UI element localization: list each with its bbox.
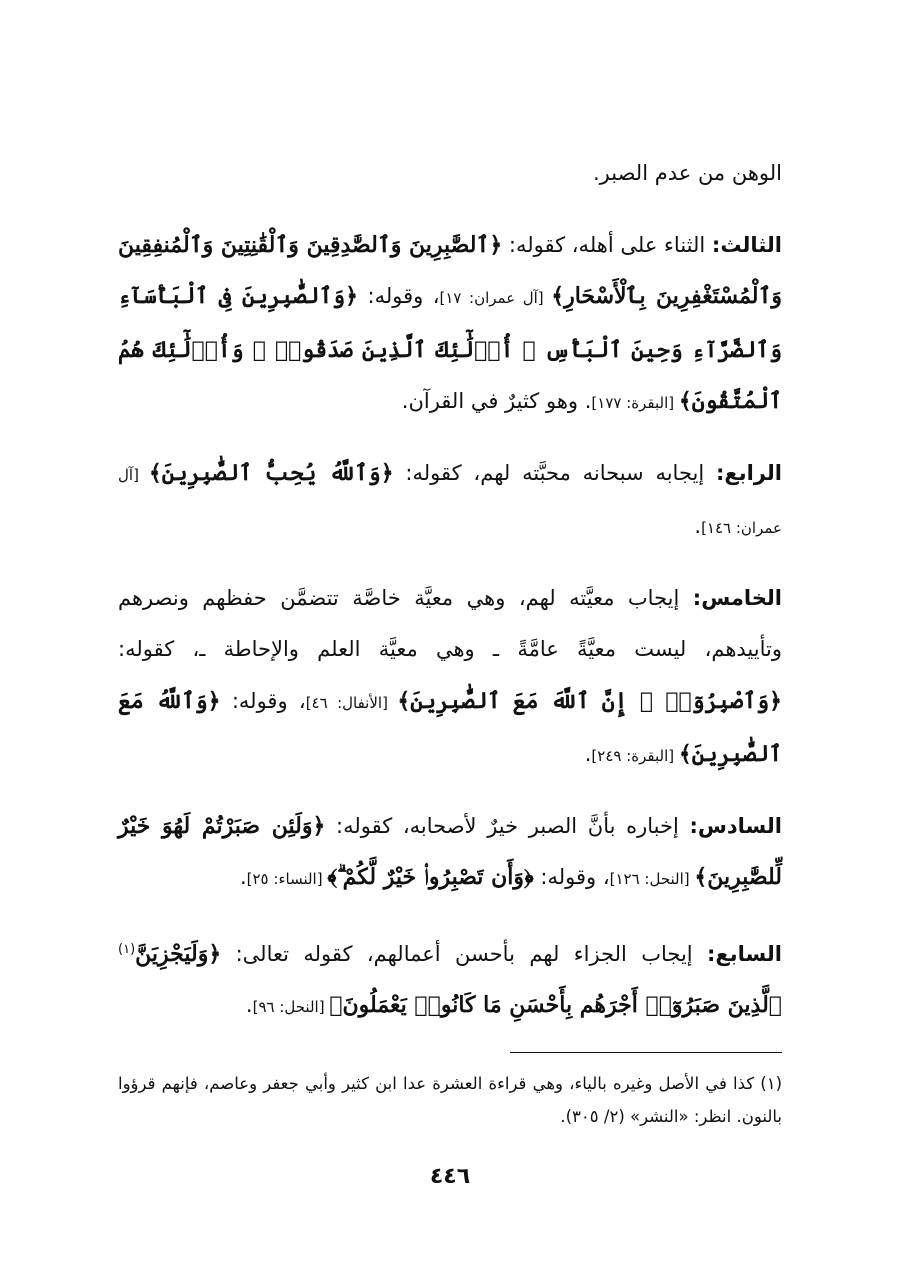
quran-verse: ﴿وَأَن تَصْبِرُوا۟ خَيْرٌ لَّكُمْ ۗ﴾ [327, 864, 534, 890]
footnote-marker[interactable]: (١) [118, 941, 136, 957]
paragraph-text: . [584, 742, 592, 766]
verse-reference: [آل عمران: ١٤٦] [118, 465, 782, 537]
paragraph-text: الثناء على أهله، كقوله: [502, 232, 712, 257]
verse-reference: [النساء: ٢٥] [246, 870, 328, 888]
verse-reference: [البقرة: ٢٤٩] [591, 747, 679, 765]
verse-reference: [النحل: ١٢٦] [609, 870, 695, 888]
quran-verse: ٱلَّذِينَ صَبَرُوٓا۟ أَجْرَهُم بِأَحْسَنِ مَا كَانُوا۟ يَعْمَلُونَ﴾ [329, 992, 782, 1018]
quran-verse: ﴿وَٱللَّهُ مَعَ ٱلصَّٰبِرِينَ﴾ [118, 687, 782, 767]
quran-verse: ﴿وَٱصْبِرُوٓا۟ ۚ إِنَّ ٱللَّهَ مَعَ ٱلصَّٰبِرِينَ﴾ [397, 687, 782, 714]
paragraph-seventh [118, 924, 782, 1034]
paragraph-fifth [118, 573, 782, 783]
quran-verse: ﴿وَلَئِن صَبَرْتُمْ لَهُوَ خَيْرٌ لِّلصَّٰبِرِينَ﴾ [118, 812, 782, 890]
paragraph-text: ، وقوله: [533, 865, 610, 889]
paragraph-text: ، وقوله: [220, 688, 306, 713]
paragraph-text: إيجاب معيَّته لهم، وهي معيَّة خاصَّة تتضمَّن حفظهم ونصرهم وتأييدهم، ليست معيَّةً عامَّةً ـ وهي معيَّة العلم والإحاطة ـ، كقوله: [118, 585, 782, 661]
paragraph-lead: السابع: [707, 941, 782, 966]
paragraph-lead: الخامس: [692, 585, 782, 610]
verse-reference: [النحل: ٩٦] [252, 998, 330, 1016]
footnote-separator [510, 1052, 782, 1053]
paragraph-sixth [118, 801, 782, 906]
footnote: (١) كذا في الأصل وغيره بالياء، وهي قراءة العشرة عدا ابن كثير وأبي جعفر وعاصم، فإنهم قرؤوا بالنون. انظر: «النشر» (٢/ ٣٠٥). [118, 1074, 782, 1126]
verse-reference: [الأنفال: ٤٦] [305, 693, 398, 712]
paragraph-text: إخباره بأنَّ الصبر خيرٌ لأصحابه، كقوله: [325, 813, 690, 838]
page-number: ٤٤٦ [429, 1164, 471, 1189]
verse-reference: [البقرة: ١٧٧] [591, 394, 679, 412]
paragraph-text: . وهو كثيرٌ في القرآن. [401, 389, 592, 413]
paragraph-text: الوهن من عدم الصبر. [593, 161, 782, 185]
paragraph-third [118, 220, 782, 430]
verse-reference: [آل عمران: ١٧] [439, 289, 552, 307]
paragraph-text: إيجاب الجزاء لهم بأحسن أعمالهم، كقوله تعالى: [221, 941, 708, 966]
paragraph-continuation [118, 148, 782, 200]
quran-verse: ﴿ٱلصَّٰبِرِينَ وَٱلصَّٰدِقِينَ وَٱلْقَٰنِتِينَ وَٱلْمُنفِقِينَ وَٱلْمُسْتَغْفِرِينَ بِٱلْأَسْحَارِ﴾ [118, 231, 783, 309]
paragraph-lead: الرابع: [716, 460, 782, 485]
paragraph-text: إيجابه سبحانه محبَّته لهم، كقوله: [393, 460, 717, 485]
paragraph-lead: السادس: [689, 813, 782, 838]
quran-verse: ﴿وَٱلصَّٰبِرِينَ فِى ٱلْبَأْسَآءِ وَٱلضَّرَّآءِ وَحِينَ ٱلْبَأْسِ ۗ أُو۟لَٰٓئِكَ ٱلَّذِينَ صَدَقُوا۟ ۖ وَأُو۟لَٰٓئِكَ هُمُ ٱلْمُتَّقُونَ﴾ [118, 283, 782, 414]
paragraph-lead: الثالث: [711, 232, 782, 257]
paragraph-text: . [245, 993, 253, 1017]
paragraph-fourth [118, 448, 782, 555]
quran-verse: ﴿وَٱللَّهُ يُحِبُّ ٱلصَّٰبِرِينَ﴾ [148, 459, 394, 486]
paragraph-text: . [694, 514, 702, 538]
paragraph-text: ، وقوله: [358, 284, 440, 308]
quran-verse: ﴿وَلَيَجْزِيَنَّ [135, 940, 222, 967]
paragraph-text: . [239, 865, 247, 889]
